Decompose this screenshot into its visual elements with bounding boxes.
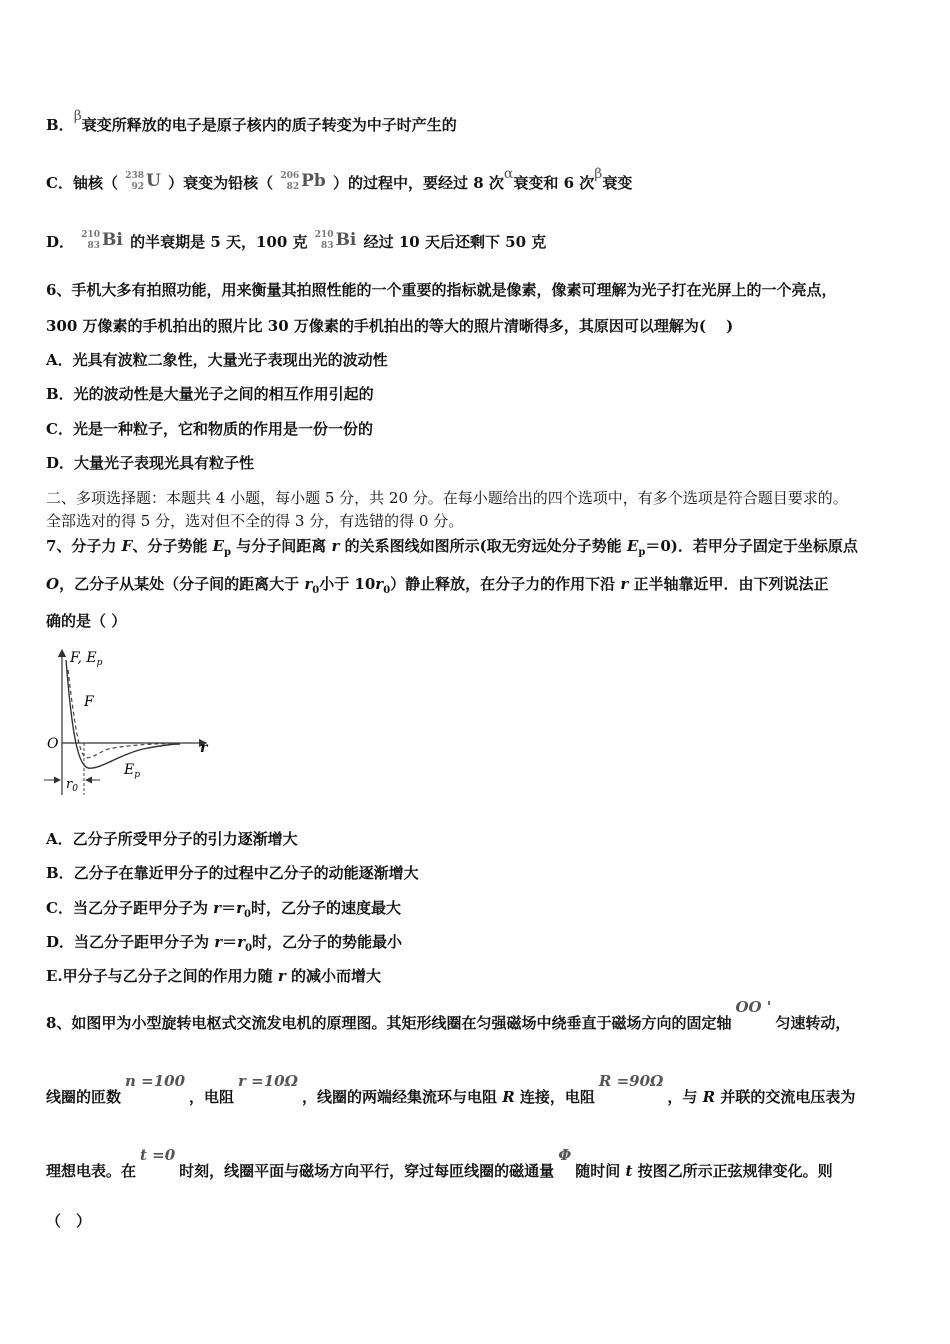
q7-stem-line3: 确的是（ ） [46, 612, 127, 630]
beta-symbol: β [594, 166, 603, 182]
axis-x-label: r [200, 740, 208, 756]
q8-answer-bracket: （ ） [46, 1212, 92, 1230]
uranium-nuclide: 238 92 U [125, 171, 161, 192]
option-text: 衰变所释放的电子是原子核内的质子转变为中子时产生的 [81, 116, 457, 134]
force-potential-graph [38, 640, 218, 800]
force-curve-label: F [84, 694, 94, 710]
q6-option-a: A．光具有波粒二象性，大量光子表现出光的波动性 [46, 351, 388, 369]
q7-option-d: D．当乙分子距甲分子为 $r=r_0$时，乙分子的势能最小 [46, 933, 403, 954]
bismuth-nuclide: 210 83 Bi [81, 230, 123, 251]
section2-heading-line2: 全部选对的得 5 分，选对但不全的得 3 分，有选错的得 0 分。 [46, 512, 464, 530]
q6-option-d: D．大量光子表现光具有粒子性 [46, 454, 255, 472]
potential-curve [66, 660, 180, 768]
q5-option-c: C．铀核（ 238 92 U ）衰变为铅核（ 206 82 Pb ）的过程中，要经过 8 次α衰变和 6 次β衰变 [46, 166, 633, 192]
potential-curve-label: $E_p$ [124, 762, 140, 780]
q5-option-b [46, 108, 457, 136]
q8-stem-line1: 8、如图甲为小型旋转电枢式交流发电机的原理图。其矩形线圈在匀强磁场中绕垂直于磁场方向的固定轴OO '匀速转动， [46, 998, 851, 1032]
section2-heading-line1: 二、多项选择题：本题共 4 小题，每小题 5 分，共 20 分。在每小题给出的四个选项中，有多个选项是符合题目要求的。 [46, 489, 848, 507]
q7-stem-line2: O，乙分子从某处（分子间的距离大于 $r_0$小于 $10r_0$）静止释放，在分子力的作用下沿 r 正半轴靠近甲．由下列说法正 [46, 575, 829, 596]
force-curve [68, 670, 180, 758]
r0-label: $r_0$ [66, 777, 78, 794]
q7-option-b: B．乙分子在靠近甲分子的过程中乙分子的动能逐渐增大 [46, 864, 419, 882]
beta-symbol: β [73, 108, 82, 124]
bismuth-nuclide: 210 83 Bi [314, 230, 357, 251]
q8-stem-line2: 线圈的匝数n =100，电阻r =10Ω，线圈的两端经集流环与电阻 R 连接，电阻R =90Ω，与 R 并联的交流电压表为 [46, 1072, 856, 1106]
q7-option-e: E.甲分子与乙分子之间的作用力随 r 的减小而增大 [46, 967, 382, 985]
q6-stem-line1: 6、手机大多有拍照功能，用来衡量其拍照性能的一个重要的指标就是像素，像素可理解为光子打在光屏上的一个亮点， [46, 281, 837, 299]
origin-label: O [47, 736, 59, 752]
option-label: B． [46, 116, 74, 134]
q6-stem-line2: 300 万像素的手机拍出的照片比 30 万像素的手机拍出的等大的照片清晰得多，其原因可以理解为( ) [46, 317, 734, 335]
axis-y-label: F, $E_p$ [70, 650, 103, 668]
q5-option-d: D． 210 83 Bi 的半衰期是 5 天，100 克 210 83 Bi 经过 10 天后还剩下 50 克 [46, 230, 547, 251]
q7-stem-line1: 7、分子力 F、分子势能 $E_p$ 与分子间距离 r 的关系图线如图所示(取无穷远处分子势能 $E_p=0$)．若甲分子固定于坐标原点 [46, 537, 858, 558]
q6-option-b: B．光的波动性是大量光子之间的相互作用引起的 [46, 385, 374, 403]
q6-option-c: C．光是一种粒子，它和物质的作用是一份一份的 [46, 420, 373, 438]
q8-stem-line3: 理想电表。在t =0时刻，线圈平面与磁场方向平行，穿过每匝线圈的磁通量Φ随时间 t 按图乙所示正弦规律变化。则 [46, 1146, 833, 1180]
q7-option-a: A．乙分子所受甲分子的引力逐渐增大 [46, 830, 298, 848]
alpha-symbol: α [503, 166, 514, 182]
lead-nuclide: 206 82 Pb [280, 171, 326, 192]
q7-option-c: C．当乙分子距甲分子为 $r=r_0$时，乙分子的速度最大 [46, 899, 401, 920]
